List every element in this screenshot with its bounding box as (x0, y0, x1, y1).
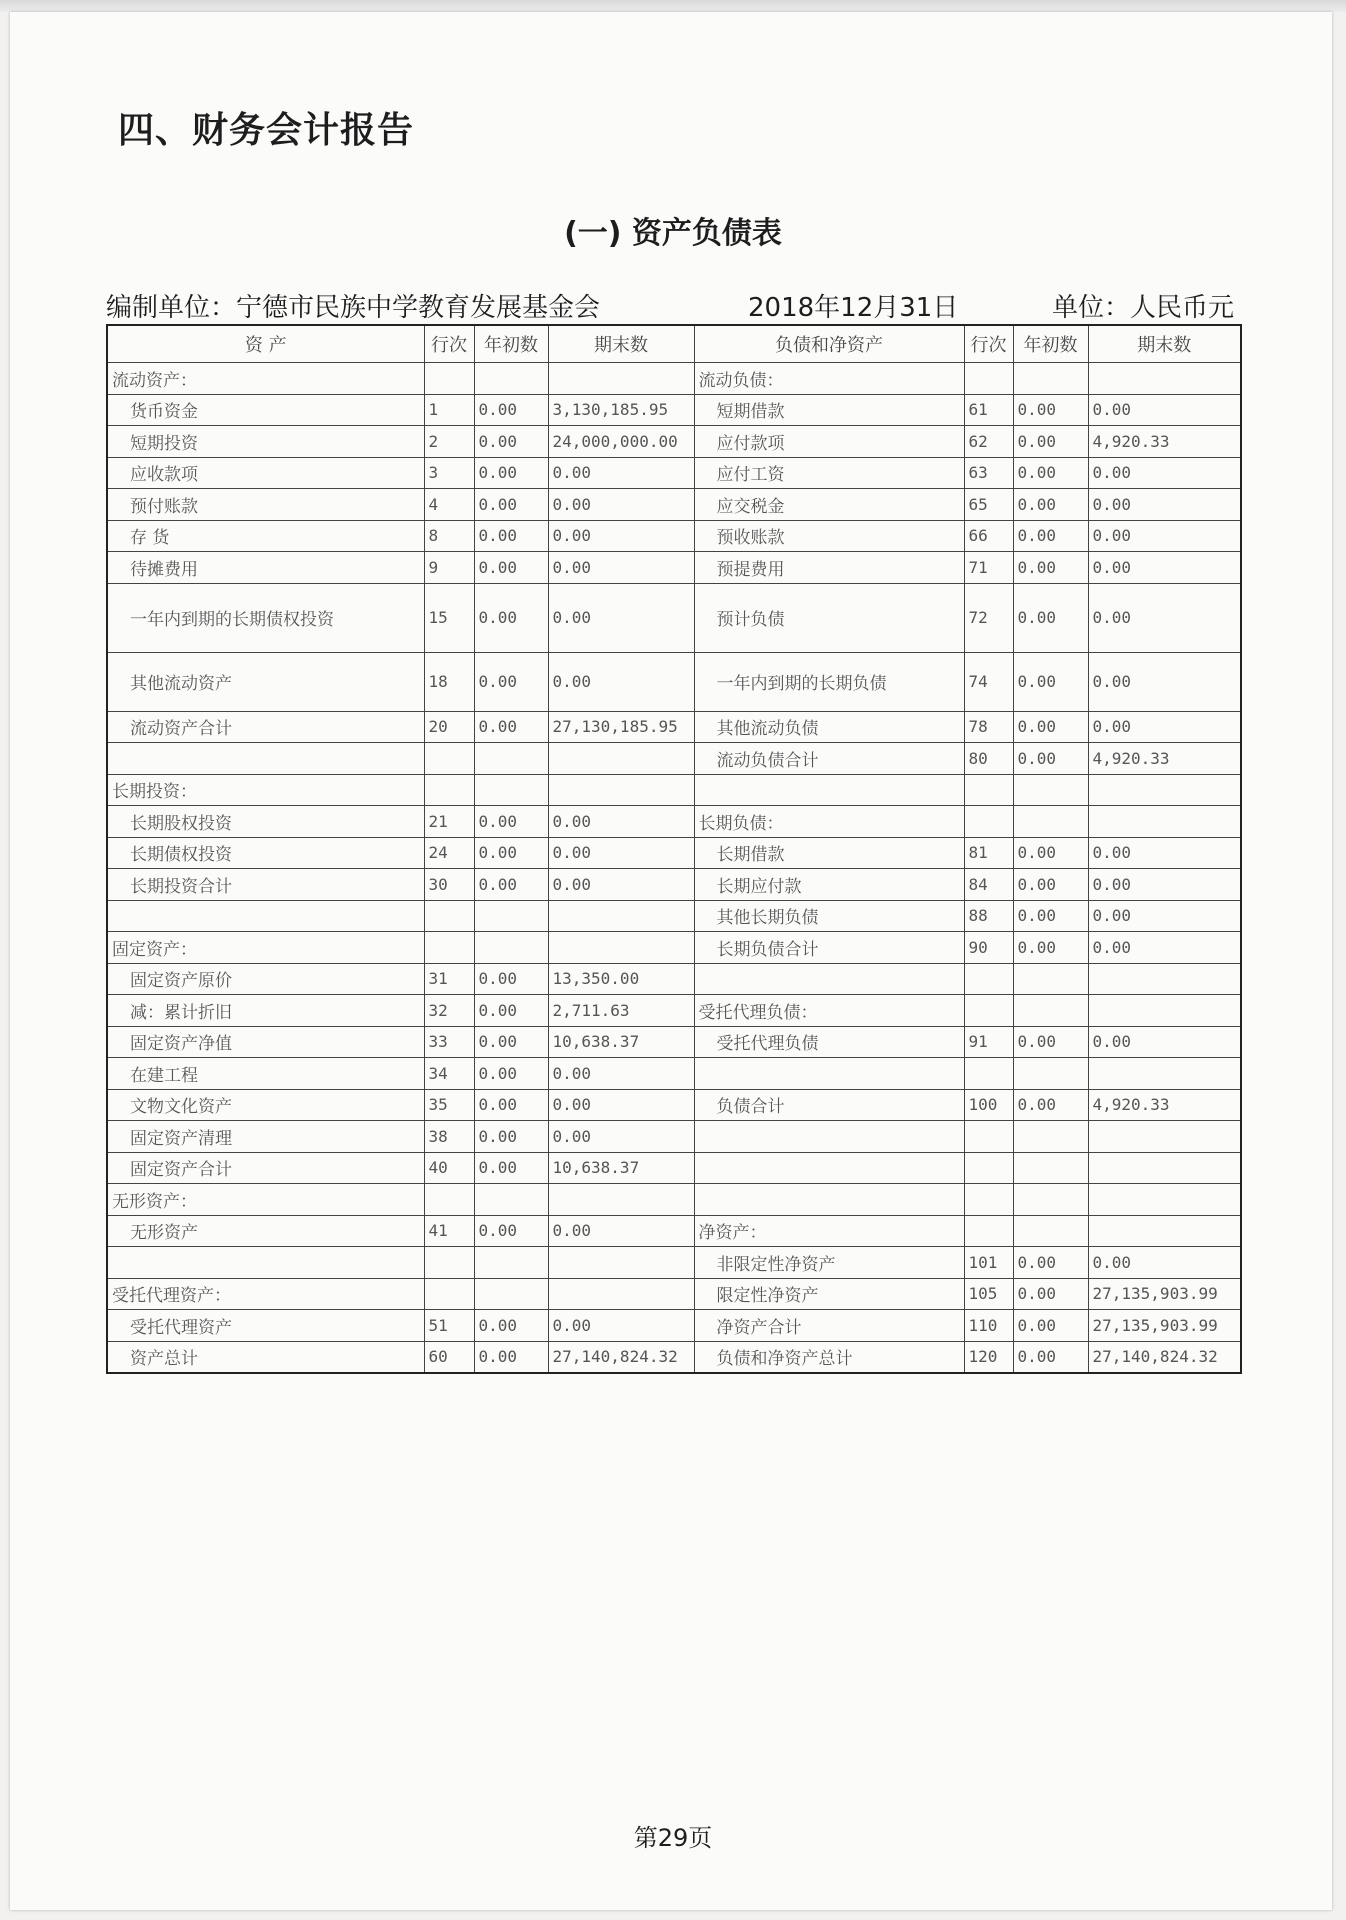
liability-opening-cell: 0.00 (1013, 932, 1088, 964)
asset-line-no-cell: 41 (424, 1215, 474, 1247)
liability-opening-cell: 0.00 (1013, 1278, 1088, 1310)
asset-item-cell: 无形资产： (107, 1184, 424, 1216)
liability-item-cell: 负债和净资产总计 (694, 1341, 964, 1373)
table-row (107, 1121, 1241, 1153)
asset-closing-cell: 10,638.37 (548, 1026, 694, 1058)
asset-opening-cell: 0.00 (474, 652, 548, 711)
liability-closing-cell: 0.00 (1088, 1247, 1241, 1279)
asset-item-cell: 货币资金 (107, 394, 424, 426)
asset-line-no-cell: 20 (424, 711, 474, 743)
liability-line-no-cell (964, 1058, 1013, 1090)
asset-closing-cell: 0.00 (548, 1310, 694, 1342)
asset-item-cell: 文物文化资产 (107, 1089, 424, 1121)
table-header-row (107, 325, 1241, 363)
asset-closing-cell: 0.00 (548, 806, 694, 838)
asset-line-no-cell (424, 1184, 474, 1216)
asset-line-no-cell (424, 774, 474, 806)
liability-line-no-cell: 100 (964, 1089, 1013, 1121)
liability-item-cell: 短期借款 (694, 394, 964, 426)
header-closing-right: 期末数 (1088, 325, 1241, 363)
asset-opening-cell: 0.00 (474, 520, 548, 552)
asset-item-cell: 存 货 (107, 520, 424, 552)
liability-line-no-cell: 78 (964, 711, 1013, 743)
liability-closing-cell (1088, 806, 1241, 838)
table-row (107, 837, 1241, 869)
asset-opening-cell: 0.00 (474, 489, 548, 521)
liability-closing-cell: 4,920.33 (1088, 743, 1241, 775)
asset-closing-cell: 2,711.63 (548, 995, 694, 1027)
table-row (107, 457, 1241, 489)
asset-item-cell: 固定资产清理 (107, 1121, 424, 1153)
asset-line-no-cell: 8 (424, 520, 474, 552)
asset-closing-cell: 13,350.00 (548, 963, 694, 995)
table-row (107, 520, 1241, 552)
asset-item-cell: 固定资产： (107, 932, 424, 964)
table-row (107, 1152, 1241, 1184)
asset-line-no-cell: 9 (424, 552, 474, 584)
table-row (107, 552, 1241, 584)
liability-opening-cell: 0.00 (1013, 1341, 1088, 1373)
liability-closing-cell: 0.00 (1088, 489, 1241, 521)
liability-opening-cell (1013, 1152, 1088, 1184)
liability-opening-cell (1013, 806, 1088, 838)
asset-line-no-cell (424, 1278, 474, 1310)
liability-line-no-cell: 66 (964, 520, 1013, 552)
asset-line-no-cell: 21 (424, 806, 474, 838)
liability-closing-cell: 4,920.33 (1088, 426, 1241, 458)
asset-closing-cell (548, 743, 694, 775)
asset-item-cell (107, 900, 424, 932)
asset-line-no-cell: 40 (424, 1152, 474, 1184)
asset-closing-cell (548, 1184, 694, 1216)
asset-line-no-cell (424, 743, 474, 775)
asset-item-cell: 待摊费用 (107, 552, 424, 584)
liability-line-no-cell: 101 (964, 1247, 1013, 1279)
table-row (107, 743, 1241, 775)
liability-line-no-cell: 72 (964, 583, 1013, 652)
asset-item-cell: 受托代理资产 (107, 1310, 424, 1342)
table-row (107, 1058, 1241, 1090)
liability-opening-cell: 0.00 (1013, 1089, 1088, 1121)
liability-line-no-cell (964, 995, 1013, 1027)
asset-closing-cell (548, 1247, 694, 1279)
liability-line-no-cell (964, 774, 1013, 806)
asset-line-no-cell: 35 (424, 1089, 474, 1121)
header-opening-right: 年初数 (1013, 325, 1088, 363)
liability-opening-cell: 0.00 (1013, 1247, 1088, 1279)
table-row (107, 1247, 1241, 1279)
liability-item-cell: 应付工资 (694, 457, 964, 489)
asset-item-cell: 预付账款 (107, 489, 424, 521)
liability-line-no-cell: 65 (964, 489, 1013, 521)
asset-line-no-cell: 18 (424, 652, 474, 711)
header-closing: 期末数 (548, 325, 694, 363)
asset-opening-cell: 0.00 (474, 869, 548, 901)
asset-item-cell: 流动资产： (107, 363, 424, 395)
liability-closing-cell (1088, 1058, 1241, 1090)
asset-closing-cell: 3,130,185.95 (548, 394, 694, 426)
asset-opening-cell: 0.00 (474, 552, 548, 584)
table-row (107, 1026, 1241, 1058)
liability-item-cell: 预提费用 (694, 552, 964, 584)
table-row (107, 394, 1241, 426)
asset-line-no-cell: 51 (424, 1310, 474, 1342)
asset-item-cell (107, 743, 424, 775)
liability-opening-cell: 0.00 (1013, 837, 1088, 869)
asset-opening-cell: 0.00 (474, 394, 548, 426)
table-row (107, 774, 1241, 806)
liability-item-cell: 长期负债： (694, 806, 964, 838)
table-row (107, 489, 1241, 521)
asset-line-no-cell: 24 (424, 837, 474, 869)
report-date: 2018年12月31日 (748, 293, 959, 323)
liability-item-cell: 应付款项 (694, 426, 964, 458)
liability-item-cell (694, 774, 964, 806)
asset-closing-cell (548, 774, 694, 806)
header-liabilities: 负债和净资产 (694, 325, 964, 363)
asset-closing-cell: 0.00 (548, 1089, 694, 1121)
liability-line-no-cell (964, 1152, 1013, 1184)
asset-line-no-cell: 32 (424, 995, 474, 1027)
asset-item-cell: 长期股权投资 (107, 806, 424, 838)
liability-closing-cell (1088, 1215, 1241, 1247)
liability-opening-cell: 0.00 (1013, 457, 1088, 489)
liability-line-no-cell: 61 (964, 394, 1013, 426)
asset-item-cell: 长期投资： (107, 774, 424, 806)
asset-line-no-cell: 60 (424, 1341, 474, 1373)
asset-line-no-cell: 15 (424, 583, 474, 652)
asset-opening-cell: 0.00 (474, 1341, 548, 1373)
asset-closing-cell: 0.00 (548, 489, 694, 521)
asset-closing-cell (548, 363, 694, 395)
table-row (107, 1310, 1241, 1342)
asset-opening-cell: 0.00 (474, 963, 548, 995)
asset-line-no-cell: 1 (424, 394, 474, 426)
liability-opening-cell: 0.00 (1013, 1026, 1088, 1058)
table-row (107, 583, 1241, 652)
asset-line-no-cell: 38 (424, 1121, 474, 1153)
liability-opening-cell: 0.00 (1013, 1310, 1088, 1342)
asset-line-no-cell: 4 (424, 489, 474, 521)
liability-closing-cell: 0.00 (1088, 394, 1241, 426)
asset-opening-cell (474, 774, 548, 806)
asset-opening-cell: 0.00 (474, 1215, 548, 1247)
liability-closing-cell (1088, 963, 1241, 995)
liability-closing-cell: 4,920.33 (1088, 1089, 1241, 1121)
asset-opening-cell (474, 743, 548, 775)
asset-item-cell: 资产总计 (107, 1341, 424, 1373)
asset-item-cell: 应收款项 (107, 457, 424, 489)
table-row (107, 363, 1241, 395)
liability-closing-cell: 0.00 (1088, 869, 1241, 901)
liability-closing-cell: 0.00 (1088, 932, 1241, 964)
asset-closing-cell: 0.00 (548, 1215, 694, 1247)
liability-item-cell (694, 1152, 964, 1184)
liability-line-no-cell: 62 (964, 426, 1013, 458)
asset-opening-cell: 0.00 (474, 806, 548, 838)
liability-item-cell: 其他流动负债 (694, 711, 964, 743)
liability-closing-cell (1088, 1152, 1241, 1184)
liability-item-cell: 负债合计 (694, 1089, 964, 1121)
asset-opening-cell (474, 1184, 548, 1216)
table-row (107, 1278, 1241, 1310)
liability-line-no-cell: 63 (964, 457, 1013, 489)
liability-item-cell: 净资产： (694, 1215, 964, 1247)
liability-item-cell: 净资产合计 (694, 1310, 964, 1342)
liability-item-cell: 预计负债 (694, 583, 964, 652)
asset-opening-cell: 0.00 (474, 457, 548, 489)
liability-item-cell: 应交税金 (694, 489, 964, 521)
liability-closing-cell: 27,135,903.99 (1088, 1310, 1241, 1342)
asset-opening-cell: 0.00 (474, 1058, 548, 1090)
asset-item-cell: 流动资产合计 (107, 711, 424, 743)
liability-line-no-cell: 90 (964, 932, 1013, 964)
liability-line-no-cell: 88 (964, 900, 1013, 932)
header-line-no: 行次 (424, 325, 474, 363)
liability-opening-cell: 0.00 (1013, 743, 1088, 775)
liability-opening-cell: 0.00 (1013, 583, 1088, 652)
asset-opening-cell: 0.00 (474, 583, 548, 652)
liability-line-no-cell: 71 (964, 552, 1013, 584)
table-row (107, 869, 1241, 901)
asset-opening-cell: 0.00 (474, 426, 548, 458)
liability-line-no-cell (964, 806, 1013, 838)
liability-opening-cell: 0.00 (1013, 711, 1088, 743)
asset-item-cell: 长期债权投资 (107, 837, 424, 869)
liability-line-no-cell (964, 363, 1013, 395)
liability-line-no-cell (964, 963, 1013, 995)
liability-item-cell: 流动负债合计 (694, 743, 964, 775)
liability-opening-cell (1013, 363, 1088, 395)
liability-item-cell: 长期负债合计 (694, 932, 964, 964)
asset-opening-cell (474, 363, 548, 395)
liability-item-cell: 预收账款 (694, 520, 964, 552)
liability-item-cell: 非限定性净资产 (694, 1247, 964, 1279)
asset-closing-cell: 24,000,000.00 (548, 426, 694, 458)
asset-closing-cell: 0.00 (548, 652, 694, 711)
liability-opening-cell (1013, 1121, 1088, 1153)
table-row (107, 711, 1241, 743)
liability-item-cell (694, 1058, 964, 1090)
table-row (107, 1341, 1241, 1373)
asset-opening-cell (474, 900, 548, 932)
asset-closing-cell: 0.00 (548, 552, 694, 584)
liability-closing-cell (1088, 774, 1241, 806)
preparer-org: 编制单位：宁德市民族中学教育发展基金会 (106, 293, 601, 323)
asset-closing-cell: 0.00 (548, 457, 694, 489)
liability-opening-cell: 0.00 (1013, 520, 1088, 552)
liability-closing-cell (1088, 1121, 1241, 1153)
asset-item-cell: 固定资产原价 (107, 963, 424, 995)
asset-closing-cell (548, 932, 694, 964)
table-row (107, 1184, 1241, 1216)
liability-item-cell: 受托代理负债 (694, 1026, 964, 1058)
table-row (107, 900, 1241, 932)
liability-line-no-cell: 81 (964, 837, 1013, 869)
asset-line-no-cell: 30 (424, 869, 474, 901)
liability-item-cell (694, 963, 964, 995)
asset-opening-cell: 0.00 (474, 1089, 548, 1121)
asset-item-cell: 无形资产 (107, 1215, 424, 1247)
table-row (107, 1215, 1241, 1247)
asset-line-no-cell: 2 (424, 426, 474, 458)
asset-line-no-cell: 34 (424, 1058, 474, 1090)
liability-opening-cell: 0.00 (1013, 426, 1088, 458)
liability-closing-cell: 0.00 (1088, 552, 1241, 584)
liability-item-cell: 限定性净资产 (694, 1278, 964, 1310)
liability-opening-cell (1013, 1058, 1088, 1090)
liability-line-no-cell (964, 1215, 1013, 1247)
header-line-no-right: 行次 (964, 325, 1013, 363)
asset-closing-cell: 10,638.37 (548, 1152, 694, 1184)
asset-opening-cell: 0.00 (474, 1026, 548, 1058)
liability-closing-cell: 0.00 (1088, 520, 1241, 552)
liability-opening-cell: 0.00 (1013, 869, 1088, 901)
liability-opening-cell: 0.00 (1013, 489, 1088, 521)
asset-closing-cell: 0.00 (548, 1121, 694, 1153)
asset-opening-cell (474, 932, 548, 964)
liability-line-no-cell: 105 (964, 1278, 1013, 1310)
liability-closing-cell: 27,140,824.32 (1088, 1341, 1241, 1373)
liability-opening-cell: 0.00 (1013, 552, 1088, 584)
asset-line-no-cell (424, 363, 474, 395)
asset-item-cell: 固定资产合计 (107, 1152, 424, 1184)
liability-item-cell: 长期应付款 (694, 869, 964, 901)
table-body (107, 363, 1241, 1374)
page-number: 第29页 (633, 1824, 713, 1852)
liability-closing-cell: 0.00 (1088, 583, 1241, 652)
asset-opening-cell: 0.00 (474, 711, 548, 743)
liability-closing-cell: 0.00 (1088, 1026, 1241, 1058)
liability-closing-cell (1088, 1184, 1241, 1216)
asset-line-no-cell (424, 932, 474, 964)
liability-closing-cell: 0.00 (1088, 837, 1241, 869)
liability-item-cell: 一年内到期的长期负债 (694, 652, 964, 711)
liability-closing-cell: 0.00 (1088, 900, 1241, 932)
asset-item-cell (107, 1247, 424, 1279)
liability-closing-cell (1088, 363, 1241, 395)
liability-opening-cell (1013, 774, 1088, 806)
asset-opening-cell: 0.00 (474, 995, 548, 1027)
liability-line-no-cell: 74 (964, 652, 1013, 711)
asset-opening-cell: 0.00 (474, 837, 548, 869)
liability-item-cell (694, 1121, 964, 1153)
liability-line-no-cell (964, 1121, 1013, 1153)
asset-line-no-cell: 3 (424, 457, 474, 489)
asset-closing-cell: 27,130,185.95 (548, 711, 694, 743)
asset-item-cell: 短期投资 (107, 426, 424, 458)
section-heading: 四、财务会计报告 (118, 110, 415, 151)
liability-closing-cell: 27,135,903.99 (1088, 1278, 1241, 1310)
asset-item-cell: 固定资产净值 (107, 1026, 424, 1058)
asset-opening-cell: 0.00 (474, 1310, 548, 1342)
table-row (107, 806, 1241, 838)
liability-opening-cell (1013, 995, 1088, 1027)
asset-closing-cell: 0.00 (548, 869, 694, 901)
asset-opening-cell: 0.00 (474, 1152, 548, 1184)
asset-opening-cell: 0.00 (474, 1121, 548, 1153)
liability-closing-cell: 0.00 (1088, 711, 1241, 743)
liability-item-cell: 受托代理负债： (694, 995, 964, 1027)
asset-line-no-cell (424, 1247, 474, 1279)
asset-closing-cell: 0.00 (548, 1058, 694, 1090)
liability-line-no-cell: 110 (964, 1310, 1013, 1342)
liability-opening-cell: 0.00 (1013, 394, 1088, 426)
liability-closing-cell: 0.00 (1088, 457, 1241, 489)
currency-unit: 单位：人民币元 (1052, 293, 1235, 323)
asset-line-no-cell: 33 (424, 1026, 474, 1058)
asset-opening-cell (474, 1278, 548, 1310)
header-opening: 年初数 (474, 325, 548, 363)
liability-line-no-cell: 84 (964, 869, 1013, 901)
asset-closing-cell: 0.00 (548, 837, 694, 869)
asset-closing-cell (548, 900, 694, 932)
liability-item-cell: 流动负债： (694, 363, 964, 395)
liability-opening-cell: 0.00 (1013, 900, 1088, 932)
asset-item-cell: 一年内到期的长期债权投资 (107, 583, 424, 652)
table-title: (一) 资产负债表 (564, 216, 782, 251)
table-row (107, 932, 1241, 964)
liability-closing-cell (1088, 995, 1241, 1027)
asset-item-cell: 受托代理资产： (107, 1278, 424, 1310)
liability-item-cell: 其他长期负债 (694, 900, 964, 932)
asset-closing-cell: 0.00 (548, 520, 694, 552)
table-row (107, 1089, 1241, 1121)
liability-line-no-cell: 91 (964, 1026, 1013, 1058)
balance-sheet-table (106, 324, 1242, 1374)
asset-closing-cell: 0.00 (548, 583, 694, 652)
liability-line-no-cell: 120 (964, 1341, 1013, 1373)
liability-closing-cell: 0.00 (1088, 652, 1241, 711)
liability-opening-cell (1013, 1184, 1088, 1216)
liability-opening-cell (1013, 963, 1088, 995)
header-assets: 资 产 (107, 325, 424, 363)
liability-opening-cell (1013, 1215, 1088, 1247)
asset-item-cell: 其他流动资产 (107, 652, 424, 711)
asset-item-cell: 长期投资合计 (107, 869, 424, 901)
liability-item-cell (694, 1184, 964, 1216)
table-row (107, 995, 1241, 1027)
liability-opening-cell: 0.00 (1013, 652, 1088, 711)
asset-line-no-cell (424, 900, 474, 932)
asset-line-no-cell: 31 (424, 963, 474, 995)
table-row (107, 963, 1241, 995)
asset-closing-cell (548, 1278, 694, 1310)
liability-line-no-cell: 80 (964, 743, 1013, 775)
liability-line-no-cell (964, 1184, 1013, 1216)
asset-opening-cell (474, 1247, 548, 1279)
asset-item-cell: 在建工程 (107, 1058, 424, 1090)
table-row (107, 652, 1241, 711)
scan-top-edge (0, 0, 1346, 12)
liability-item-cell: 长期借款 (694, 837, 964, 869)
asset-closing-cell: 27,140,824.32 (548, 1341, 694, 1373)
table-row (107, 426, 1241, 458)
asset-item-cell: 减：累计折旧 (107, 995, 424, 1027)
